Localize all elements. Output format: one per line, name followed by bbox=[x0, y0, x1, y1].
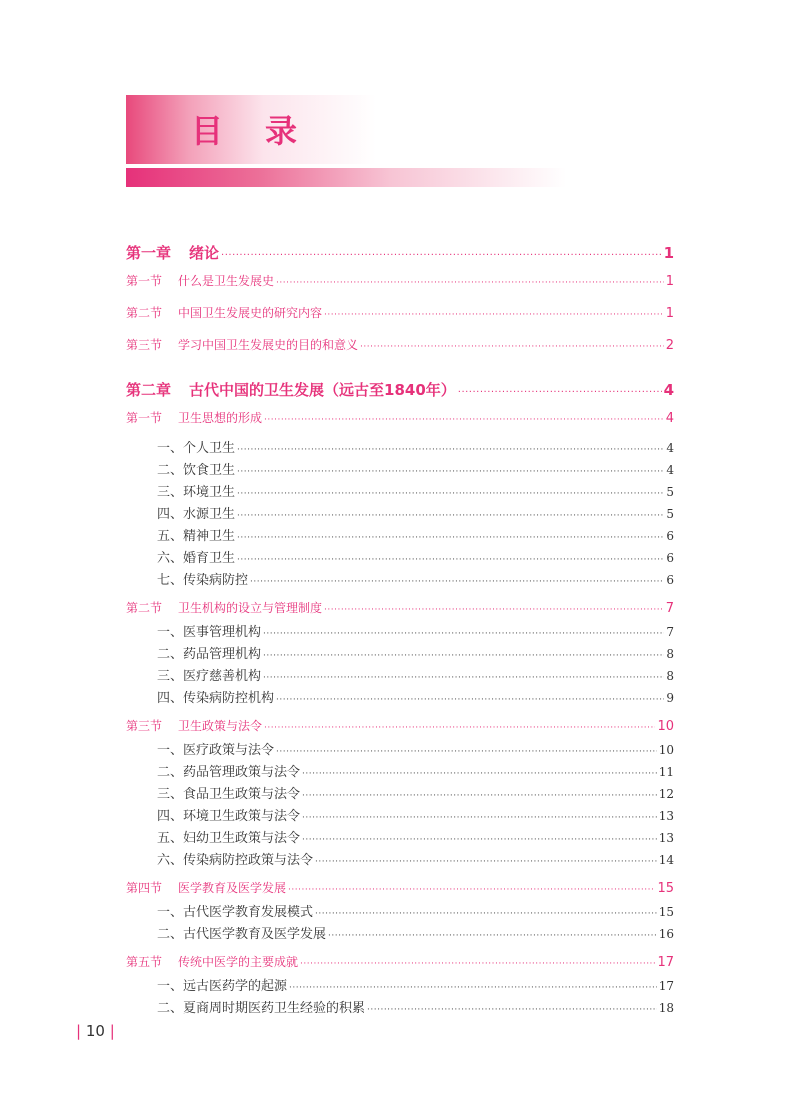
toc-leader-dots bbox=[324, 310, 664, 320]
toc-leader-dots bbox=[276, 747, 657, 757]
toc-leader-dots bbox=[302, 791, 657, 801]
toc-entry-page: 6 bbox=[666, 551, 674, 565]
toc-entry-page: 14 bbox=[658, 853, 674, 867]
toc-entry-title: 七、传染病防控 bbox=[157, 573, 249, 588]
toc-leader-dots bbox=[221, 250, 662, 261]
toc-item-row[interactable] bbox=[126, 437, 674, 456]
toc-item-row[interactable] bbox=[126, 761, 674, 780]
toc-entry-title: 卫生政策与法令 bbox=[178, 719, 263, 733]
toc-item-row[interactable] bbox=[126, 547, 674, 566]
toc-leader-dots bbox=[328, 931, 657, 941]
toc-entry-number: 第三节 bbox=[126, 338, 163, 352]
toc-leader-dots bbox=[367, 1005, 657, 1015]
toc-entry-page: 7 bbox=[665, 601, 674, 616]
toc-entry-label bbox=[126, 379, 456, 400]
toc-entry-title: 二、药品管理机构 bbox=[157, 647, 262, 662]
toc-entry-title: 二、古代医学教育及医学发展 bbox=[157, 927, 327, 942]
toc-item-row[interactable] bbox=[126, 923, 674, 942]
toc-section-row[interactable] bbox=[126, 599, 674, 616]
toc-leader-dots bbox=[458, 387, 662, 398]
toc-entry-label bbox=[126, 272, 274, 289]
toc-entry-page: 4 bbox=[665, 411, 674, 426]
toc-entry-page: 17 bbox=[658, 979, 674, 993]
toc-entry-title: 三、医疗慈善机构 bbox=[157, 669, 262, 684]
toc-leader-dots bbox=[315, 909, 657, 919]
toc-leader-dots bbox=[302, 835, 657, 845]
toc-entry-page: 8 bbox=[666, 669, 674, 683]
toc-entry-label bbox=[157, 901, 313, 920]
toc-entry-page: 17 bbox=[657, 955, 674, 970]
toc-item-row[interactable] bbox=[126, 739, 674, 758]
toc-entry-page: 12 bbox=[658, 787, 674, 801]
toc-entry-title: 二、夏商周时期医药卫生经验的积累 bbox=[157, 1001, 366, 1016]
toc-entry-page: 2 bbox=[665, 338, 674, 353]
toc-section-row[interactable] bbox=[126, 409, 674, 426]
toc-leader-dots bbox=[302, 769, 657, 779]
toc-entry-label bbox=[157, 783, 300, 802]
toc-leader-dots bbox=[324, 605, 664, 615]
toc-entry-number: 第三节 bbox=[126, 719, 163, 733]
toc-item-row[interactable] bbox=[126, 975, 674, 994]
toc-entry-label bbox=[126, 599, 322, 616]
toc-entry-page: 8 bbox=[666, 647, 674, 661]
toc-entry-title: 一、远古医药学的起源 bbox=[157, 979, 288, 994]
toc-leader-dots bbox=[264, 415, 664, 425]
toc-entry-page: 15 bbox=[658, 905, 674, 919]
toc-entry-label bbox=[157, 621, 261, 640]
toc-entry-number: 第五节 bbox=[126, 955, 163, 969]
toc-entry-label bbox=[126, 953, 298, 970]
toc-entry-label bbox=[157, 975, 287, 994]
toc-item-row[interactable] bbox=[126, 997, 674, 1016]
toc-title: 目录 bbox=[191, 112, 340, 150]
toc-item-row[interactable] bbox=[126, 783, 674, 802]
toc-entry-number: 第二章 bbox=[126, 381, 172, 399]
toc-entry-label bbox=[157, 739, 274, 758]
toc-entry-label bbox=[157, 923, 326, 942]
toc-entry-title: 三、食品卫生政策与法令 bbox=[157, 787, 301, 802]
toc-entry-title: 四、水源卫生 bbox=[157, 507, 236, 522]
toc-entry-title: 中国卫生发展史的研究内容 bbox=[178, 306, 323, 320]
toc-item-row[interactable] bbox=[126, 525, 674, 544]
toc-entry-page: 11 bbox=[658, 765, 674, 779]
toc-entry-label bbox=[126, 304, 322, 321]
toc-entry-label bbox=[157, 503, 235, 522]
toc-entry-number: 第一节 bbox=[126, 411, 163, 425]
toc-chapter-row[interactable] bbox=[126, 379, 674, 400]
toc-chapter-row[interactable] bbox=[126, 242, 674, 263]
toc-entry-label bbox=[157, 547, 235, 566]
toc-entry-title: 一、医事管理机构 bbox=[157, 625, 262, 640]
toc-entry-title: 卫生机构的设立与管理制度 bbox=[178, 601, 323, 615]
toc-entry-label bbox=[157, 665, 261, 684]
page-number-right-bar: | bbox=[109, 1022, 115, 1040]
toc-entry-page: 4 bbox=[666, 463, 674, 477]
toc-entry-title: 五、精神卫生 bbox=[157, 529, 236, 544]
toc-leader-dots bbox=[237, 467, 664, 477]
toc-entry-number: 第二节 bbox=[126, 601, 163, 615]
toc-entry-title: 古代中国的卫生发展（远古至1840年） bbox=[189, 381, 456, 399]
toc-entry-title: 二、药品管理政策与法令 bbox=[157, 765, 301, 780]
toc-entry-title: 什么是卫生发展史 bbox=[178, 274, 275, 288]
toc-entry-label bbox=[126, 717, 262, 734]
toc-item-row[interactable] bbox=[126, 901, 674, 920]
toc-entry-title: 五、妇幼卫生政策与法令 bbox=[157, 831, 301, 846]
toc-entry-title: 医学教育及医学发展 bbox=[178, 881, 287, 895]
toc-entry-title: 绪论 bbox=[189, 244, 220, 262]
page-number: 10 bbox=[85, 1022, 105, 1040]
toc-item-row[interactable] bbox=[126, 621, 674, 640]
toc-entry-title: 传统中医学的主要成就 bbox=[178, 955, 299, 969]
toc-leader-dots bbox=[360, 342, 664, 352]
toc-entry-label bbox=[126, 336, 358, 353]
toc-entry-label bbox=[126, 409, 262, 426]
toc-section-row[interactable] bbox=[126, 336, 674, 353]
toc-section-row[interactable] bbox=[126, 304, 674, 321]
toc-entry-label bbox=[157, 687, 274, 706]
toc-leader-dots bbox=[263, 673, 664, 683]
toc-item-row[interactable] bbox=[126, 665, 674, 684]
toc-entry-label bbox=[157, 569, 248, 588]
toc-section-row[interactable] bbox=[126, 717, 674, 734]
toc-entry-label bbox=[126, 242, 219, 263]
toc-leader-dots bbox=[237, 533, 664, 543]
toc-section-row[interactable] bbox=[126, 953, 674, 970]
toc-entry-page: 7 bbox=[666, 625, 674, 639]
toc-leader-dots bbox=[237, 445, 664, 455]
toc-entry-title: 学习中国卫生发展史的目的和意义 bbox=[178, 338, 359, 352]
toc-entry-label bbox=[157, 761, 300, 780]
toc-item-row[interactable] bbox=[126, 459, 674, 478]
toc-entry-label bbox=[157, 525, 235, 544]
toc-leader-dots bbox=[315, 857, 657, 867]
toc-entry-page: 6 bbox=[666, 573, 674, 587]
toc-entry-page: 16 bbox=[658, 927, 674, 941]
toc-leader-dots bbox=[302, 813, 657, 823]
toc-entry-number: 第二节 bbox=[126, 306, 163, 320]
toc-entry-title: 一、医疗政策与法令 bbox=[157, 743, 275, 758]
toc-entry-title: 二、饮食卫生 bbox=[157, 463, 236, 478]
toc-entry-page: 6 bbox=[666, 529, 674, 543]
toc-entry-page: 10 bbox=[657, 719, 674, 734]
toc-leader-dots bbox=[237, 489, 664, 499]
toc-item-row[interactable] bbox=[126, 643, 674, 662]
toc-entry-page: 4 bbox=[663, 381, 674, 399]
toc-leader-dots bbox=[264, 723, 655, 733]
toc-entry-number: 第一章 bbox=[126, 244, 172, 262]
toc-entry-label bbox=[157, 997, 365, 1016]
toc-entry-page: 4 bbox=[666, 441, 674, 455]
toc-entry-label bbox=[157, 459, 235, 478]
toc-leader-dots bbox=[276, 695, 664, 705]
toc-entry-page: 1 bbox=[665, 306, 674, 321]
toc-leader-dots bbox=[263, 651, 664, 661]
toc-entry-page: 18 bbox=[658, 1001, 674, 1015]
toc-section-row[interactable] bbox=[126, 879, 674, 896]
toc-entry-label bbox=[157, 481, 235, 500]
toc-entry-title: 六、传染病防控政策与法令 bbox=[157, 853, 314, 868]
toc-entry-page: 5 bbox=[666, 485, 674, 499]
toc-entry-page: 15 bbox=[657, 881, 674, 896]
toc-item-row[interactable] bbox=[126, 503, 674, 522]
toc-entry-number: 第一节 bbox=[126, 274, 163, 288]
page-number-left-bar: | bbox=[76, 1022, 82, 1040]
toc-entry-title: 四、环境卫生政策与法令 bbox=[157, 809, 301, 824]
toc-entry-page: 10 bbox=[658, 743, 674, 757]
toc-entry-title: 一、古代医学教育发展模式 bbox=[157, 905, 314, 920]
toc-item-row[interactable] bbox=[126, 849, 674, 868]
toc-section-row[interactable] bbox=[126, 272, 674, 289]
toc-leader-dots bbox=[263, 629, 664, 639]
toc-item-row[interactable] bbox=[126, 481, 674, 500]
toc-entry-title: 六、婚育卫生 bbox=[157, 551, 236, 566]
toc-item-row[interactable] bbox=[126, 687, 674, 706]
toc-leader-dots bbox=[237, 555, 664, 565]
toc-entry-title: 四、传染病防控机构 bbox=[157, 691, 275, 706]
toc-entry-label bbox=[126, 879, 286, 896]
toc-entry-label bbox=[157, 643, 261, 662]
toc-entry-title: 一、个人卫生 bbox=[157, 441, 236, 456]
toc-entry-title: 卫生思想的形成 bbox=[178, 411, 263, 425]
toc-entry-page: 1 bbox=[665, 274, 674, 289]
toc-entry-number: 第四节 bbox=[126, 881, 163, 895]
toc-leader-dots bbox=[300, 959, 655, 969]
toc-entry-page: 13 bbox=[658, 809, 674, 823]
toc-entry-label bbox=[157, 805, 300, 824]
toc-entry-label bbox=[157, 827, 300, 846]
toc-leader-dots bbox=[276, 278, 664, 288]
toc-item-row[interactable] bbox=[126, 569, 674, 588]
toc-entry-page: 1 bbox=[663, 244, 674, 262]
toc-entry-page: 9 bbox=[666, 691, 674, 705]
toc-entry-label bbox=[157, 849, 313, 868]
toc-leader-dots bbox=[237, 511, 664, 521]
page-footer bbox=[76, 1022, 115, 1040]
toc-entry-page: 5 bbox=[666, 507, 674, 521]
toc-entry-title: 三、环境卫生 bbox=[157, 485, 236, 500]
toc-leader-dots bbox=[250, 577, 664, 587]
title-underline-bar bbox=[126, 168, 566, 187]
toc-leader-dots bbox=[289, 983, 657, 993]
toc-item-row[interactable] bbox=[126, 827, 674, 846]
toc-leader-dots bbox=[288, 885, 655, 895]
toc-item-row[interactable] bbox=[126, 805, 674, 824]
toc-entry-label bbox=[157, 437, 235, 456]
toc-entry-page: 13 bbox=[658, 831, 674, 845]
